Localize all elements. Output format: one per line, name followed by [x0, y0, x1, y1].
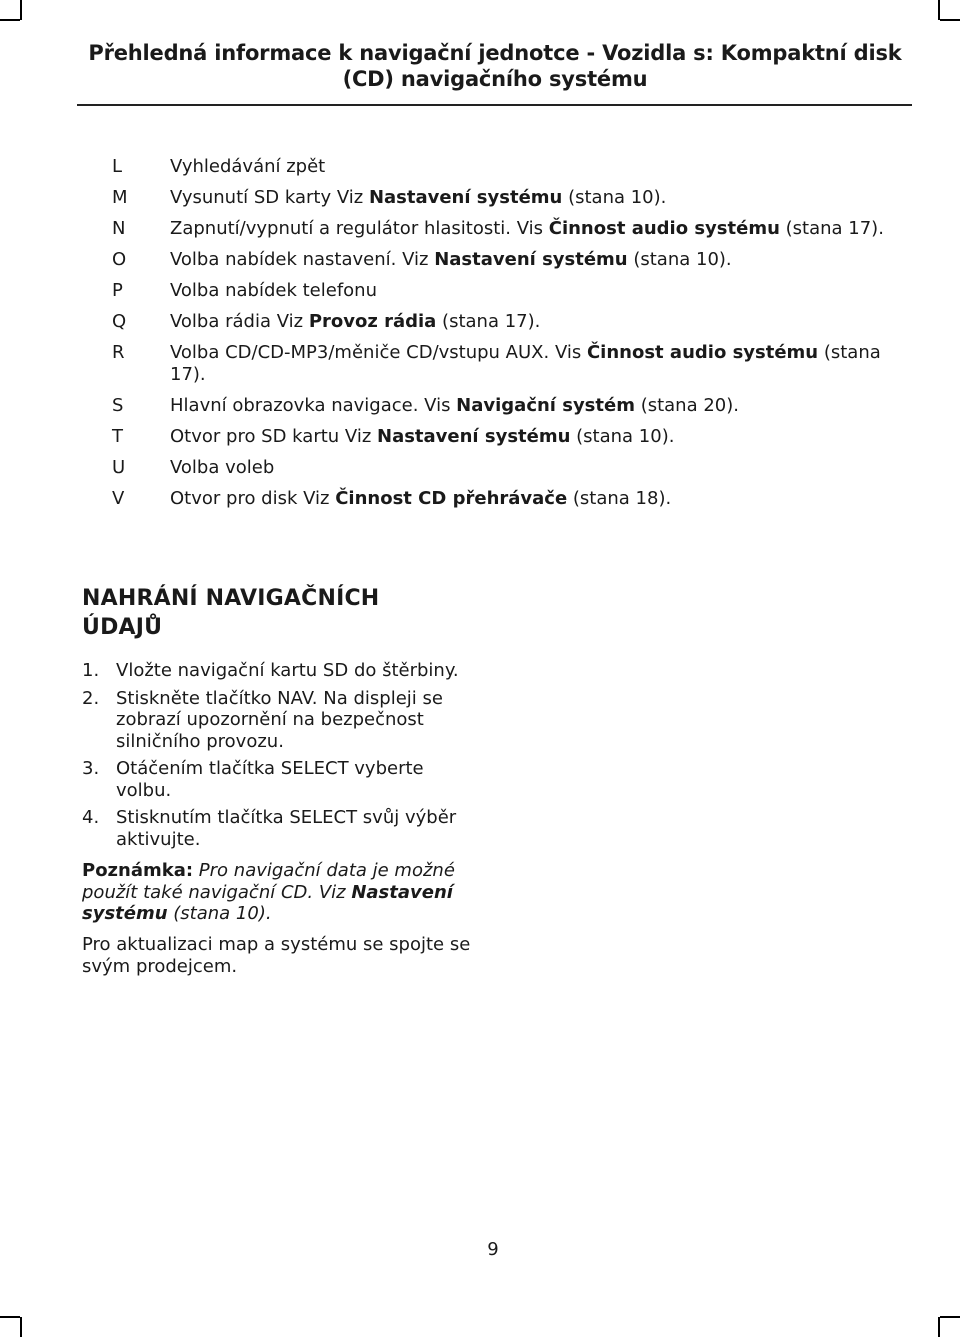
legend-key: U — [112, 457, 126, 478]
legend-item — [112, 249, 892, 271]
step-text: Stisknutím tlačítka SELECT svůj výběr aktivujte. — [116, 807, 457, 850]
legend-key: R — [112, 342, 125, 363]
cross-reference-link[interactable]: Nastavení systému — [434, 249, 628, 270]
legend-item — [112, 218, 892, 240]
note-label: Poznámka: — [82, 860, 194, 881]
legend-description: Volba CD/CD-MP3/měniče CD/vstupu AUX. Vis Činnost audio systému (stana 17). — [170, 342, 881, 385]
cross-reference-link[interactable]: Nastavení systému — [82, 881, 453, 924]
legend-description: Volba voleb — [170, 457, 275, 478]
legend-description: Otvor pro SD kartu Viz Nastavení systému (stana 10). — [170, 426, 675, 447]
page-number: 9 — [487, 1239, 499, 1260]
cross-reference-link[interactable]: Činnost audio systému — [586, 342, 819, 363]
legend-item — [112, 311, 892, 333]
step-text: Otáčením tlačítka SELECT vyberte volbu. — [116, 758, 424, 801]
step-number: 4. — [82, 807, 100, 828]
cross-reference-link[interactable]: Navigační systém — [456, 395, 635, 416]
dealer-paragraph: Pro aktualizaci map a systému se spojte se svým prodejcem. — [82, 934, 471, 977]
legend-item — [112, 156, 892, 178]
crop-mark — [938, 0, 940, 20]
legend-key: M — [112, 187, 128, 208]
legend-item — [112, 426, 892, 448]
legend-item — [112, 395, 892, 417]
step-number: 1. — [82, 660, 100, 681]
list-item — [82, 807, 482, 850]
legend-key: T — [112, 426, 123, 447]
crop-mark — [938, 1317, 940, 1337]
legend-description: Volba rádia Viz Provoz rádia (stana 17). — [170, 311, 541, 332]
crop-mark — [940, 1316, 960, 1318]
legend-list — [112, 156, 892, 519]
legend-description: Vyhledávání zpět — [170, 156, 326, 177]
legend-item — [112, 488, 892, 510]
note-paragraph: Poznámka: Pro navigační data je možné použít také navigační CD. Viz Nastavení systému (stana 10). — [82, 860, 455, 924]
legend-key: L — [112, 156, 123, 177]
legend-description: Otvor pro disk Viz Činnost CD přehrávače (stana 18). — [170, 488, 672, 509]
legend-key: V — [112, 488, 125, 509]
legend-item — [112, 342, 892, 386]
legend-description: Zapnutí/vypnutí a regulátor hlasitosti. Vis Činnost audio systému (stana 17). — [170, 218, 884, 239]
step-number: 2. — [82, 687, 100, 709]
crop-mark — [0, 1316, 20, 1318]
legend-key: P — [112, 280, 123, 301]
crop-mark — [20, 1317, 22, 1337]
legend-key: Q — [112, 311, 127, 332]
step-text: Vložte navigační kartu SD do štěrbiny. — [116, 660, 459, 681]
crop-mark — [0, 19, 20, 21]
cross-reference-link[interactable]: Činnost CD přehrávače — [335, 488, 568, 509]
legend-key: S — [112, 395, 124, 416]
cross-reference-link[interactable]: Činnost audio systému — [548, 218, 780, 239]
title-divider — [77, 104, 912, 106]
steps-list — [82, 660, 482, 856]
legend-description: Volba nabídek telefonu — [170, 280, 377, 301]
legend-key: N — [112, 218, 126, 239]
legend-description: Volba nabídek nastavení. Viz Nastavení systému (stana 10). — [170, 249, 732, 270]
crop-mark — [20, 0, 22, 20]
legend-item — [112, 280, 892, 302]
list-item — [82, 758, 482, 801]
cross-reference-link[interactable]: Nastavení systému — [377, 426, 571, 447]
step-text: Stiskněte tlačítko NAV. Na displeji se zobrazí upozornění na bezpečnost silničního provozu. — [116, 687, 443, 752]
legend-description: Vysunutí SD karty Viz Nastavení systému (stana 10). — [170, 187, 667, 208]
legend-item — [112, 457, 892, 479]
crop-mark — [940, 19, 960, 21]
page-title: Přehledná informace k navigační jednotce - Vozidla s: Kompaktní disk (CD) navigačního systému — [88, 41, 902, 91]
list-item — [82, 688, 482, 753]
legend-description: Hlavní obrazovka navigace. Vis Navigační systém (stana 20). — [170, 395, 739, 416]
cross-reference-link[interactable]: Nastavení systému — [368, 187, 563, 208]
legend-key: O — [112, 249, 127, 270]
section-heading: NAHRÁNÍ NAVIGAČNÍCH ÚDAJŮ — [82, 586, 380, 640]
list-item — [82, 660, 482, 682]
legend-item — [112, 187, 892, 209]
cross-reference-link[interactable]: Provoz rádia — [308, 311, 437, 332]
step-number: 3. — [82, 758, 100, 779]
